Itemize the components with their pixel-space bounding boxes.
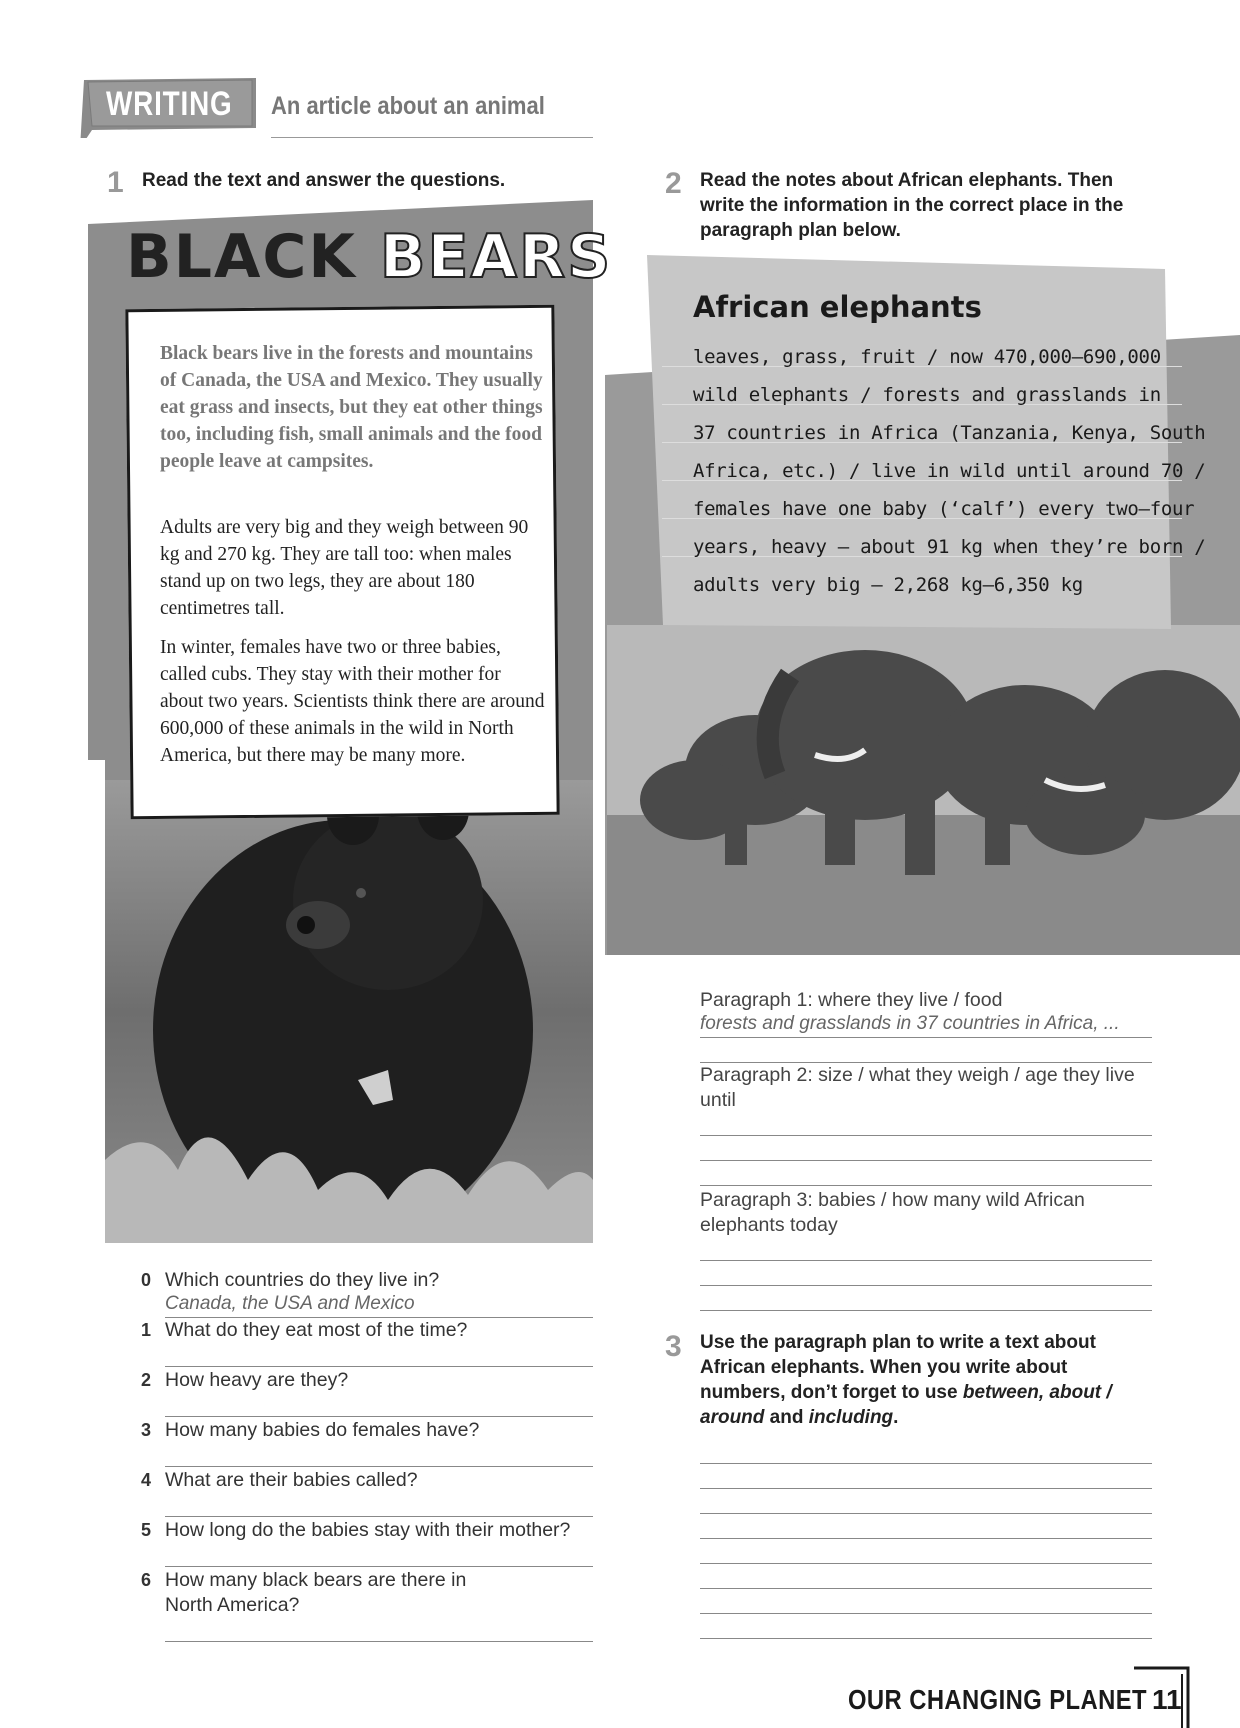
exercise-3-number: 3 bbox=[665, 1330, 682, 1363]
plan-answer-line[interactable] bbox=[700, 1185, 1152, 1186]
writing-line[interactable] bbox=[700, 1613, 1152, 1614]
question-text: How heavy are they? bbox=[165, 1369, 349, 1391]
note-line: females have one baby (‘calf’) every two–four bbox=[693, 498, 1195, 520]
question-number: 6 bbox=[141, 1570, 152, 1590]
answer-line[interactable] bbox=[165, 1516, 593, 1517]
plan-paragraph-2-label: Paragraph 2: size / what they weigh / age they live until bbox=[700, 1064, 1135, 1111]
exercise-2-number: 2 bbox=[665, 167, 682, 200]
exercise-3-keywords-1: between, about / around bbox=[700, 1382, 1112, 1428]
note-line: adults very big – 2,268 kg–6,350 kg bbox=[693, 574, 1083, 596]
plan-answer-line[interactable] bbox=[700, 1310, 1152, 1311]
question-text: How many black bears are there in North America? bbox=[165, 1569, 467, 1616]
question-number: 2 bbox=[141, 1370, 152, 1390]
answer-line[interactable] bbox=[165, 1416, 593, 1417]
writing-line[interactable] bbox=[700, 1488, 1152, 1489]
section-label: WRITING bbox=[106, 85, 233, 123]
exercise-3-keywords-2: including bbox=[808, 1407, 894, 1428]
writing-line[interactable] bbox=[700, 1513, 1152, 1514]
question-example-answer: Canada, the USA and Mexico bbox=[165, 1293, 415, 1314]
note-line: 37 countries in Africa (Tanzania, Kenya, South bbox=[693, 422, 1206, 444]
plan-answer-line[interactable] bbox=[700, 1160, 1152, 1161]
question-number: 3 bbox=[141, 1420, 152, 1440]
plan-answer-line[interactable] bbox=[700, 1037, 1152, 1038]
unit-title: OUR CHANGING PLANET bbox=[848, 1684, 1147, 1715]
note-line: leaves, grass, fruit / now 470,000–690,000 bbox=[693, 346, 1161, 368]
answer-line[interactable] bbox=[165, 1366, 593, 1367]
article-title bbox=[126, 222, 612, 292]
question-number: 0 bbox=[141, 1270, 152, 1290]
plan-paragraph-3-label: Paragraph 3: babies / how many wild African elephants today bbox=[700, 1189, 1085, 1236]
note-line: Africa, etc.) / live in wild until around 70 / bbox=[693, 460, 1206, 482]
exercise-1-number: 1 bbox=[107, 166, 124, 199]
bear-head bbox=[293, 810, 483, 990]
writing-line[interactable] bbox=[700, 1588, 1152, 1589]
writing-line[interactable] bbox=[700, 1538, 1152, 1539]
page-number: 11 bbox=[1152, 1684, 1182, 1715]
writing-line[interactable] bbox=[700, 1563, 1152, 1564]
question-text: How many babies do females have? bbox=[165, 1419, 480, 1441]
notes-title: African elephants bbox=[693, 290, 982, 324]
plan-answer-line[interactable] bbox=[700, 1285, 1152, 1286]
note-line: years, heavy – about 91 kg when they’re born / bbox=[693, 536, 1206, 558]
exercise-2-instruction: Read the notes about African elephants. Then write the information in the correct place in the paragraph plan below. bbox=[700, 170, 1124, 241]
answer-line[interactable] bbox=[165, 1566, 593, 1567]
writing-line[interactable] bbox=[700, 1638, 1152, 1639]
question-text: Which countries do they live in? bbox=[165, 1269, 440, 1291]
plan-answer-line[interactable] bbox=[700, 1260, 1152, 1261]
plan-paragraph-1-label: Paragraph 1: where they live / food bbox=[700, 989, 1003, 1011]
subtitle-underline bbox=[271, 137, 593, 138]
plan-paragraph-1-answer: forests and grasslands in 37 countries in Africa, ... bbox=[700, 1013, 1120, 1034]
question-text: What do they eat most of the time? bbox=[165, 1319, 468, 1341]
article-title-black: BLACK bbox=[126, 222, 357, 292]
note-line: wild elephants / forests and grasslands in bbox=[693, 384, 1161, 406]
question-text: What are their babies called? bbox=[165, 1469, 418, 1491]
writing-line[interactable] bbox=[700, 1463, 1152, 1464]
exercise-1-instruction: Read the text and answer the questions. bbox=[142, 170, 506, 191]
question-text: How long do the babies stay with their mother? bbox=[165, 1519, 571, 1541]
article-paragraph-1: Black bears live in the forests and mountains of Canada, the USA and Mexico. They usually eat grass and insects, but they eat other things too, including fish, small animals and the food people leave at campsites. bbox=[160, 343, 543, 472]
plan-answer-line[interactable] bbox=[700, 1135, 1152, 1136]
question-number: 4 bbox=[141, 1470, 152, 1490]
question-number: 1 bbox=[141, 1320, 152, 1340]
article-title-bears: BEARS bbox=[379, 222, 613, 292]
question-number: 5 bbox=[141, 1520, 152, 1540]
article-paragraph-2: Adults are very big and they weigh between 90 kg and 270 kg. They are tall too: when males stand up on two legs, they are about 180 centimetres tall. bbox=[160, 517, 529, 619]
answer-line[interactable] bbox=[165, 1466, 593, 1467]
exercise-3-instruction: Use the paragraph plan to write a text about African elephants. When you write about numbers, don’t forget to use between, about / around and including. bbox=[700, 1332, 1112, 1428]
article-paragraph-3: In winter, females have two or three babies, called cubs. They stay with their mother for about two years. Scientists think there are around 600,000 of these animals in the wild in North America, but there may be many more. bbox=[160, 637, 545, 766]
answer-line[interactable] bbox=[165, 1641, 593, 1642]
section-subtitle: An article about an animal bbox=[271, 92, 545, 120]
